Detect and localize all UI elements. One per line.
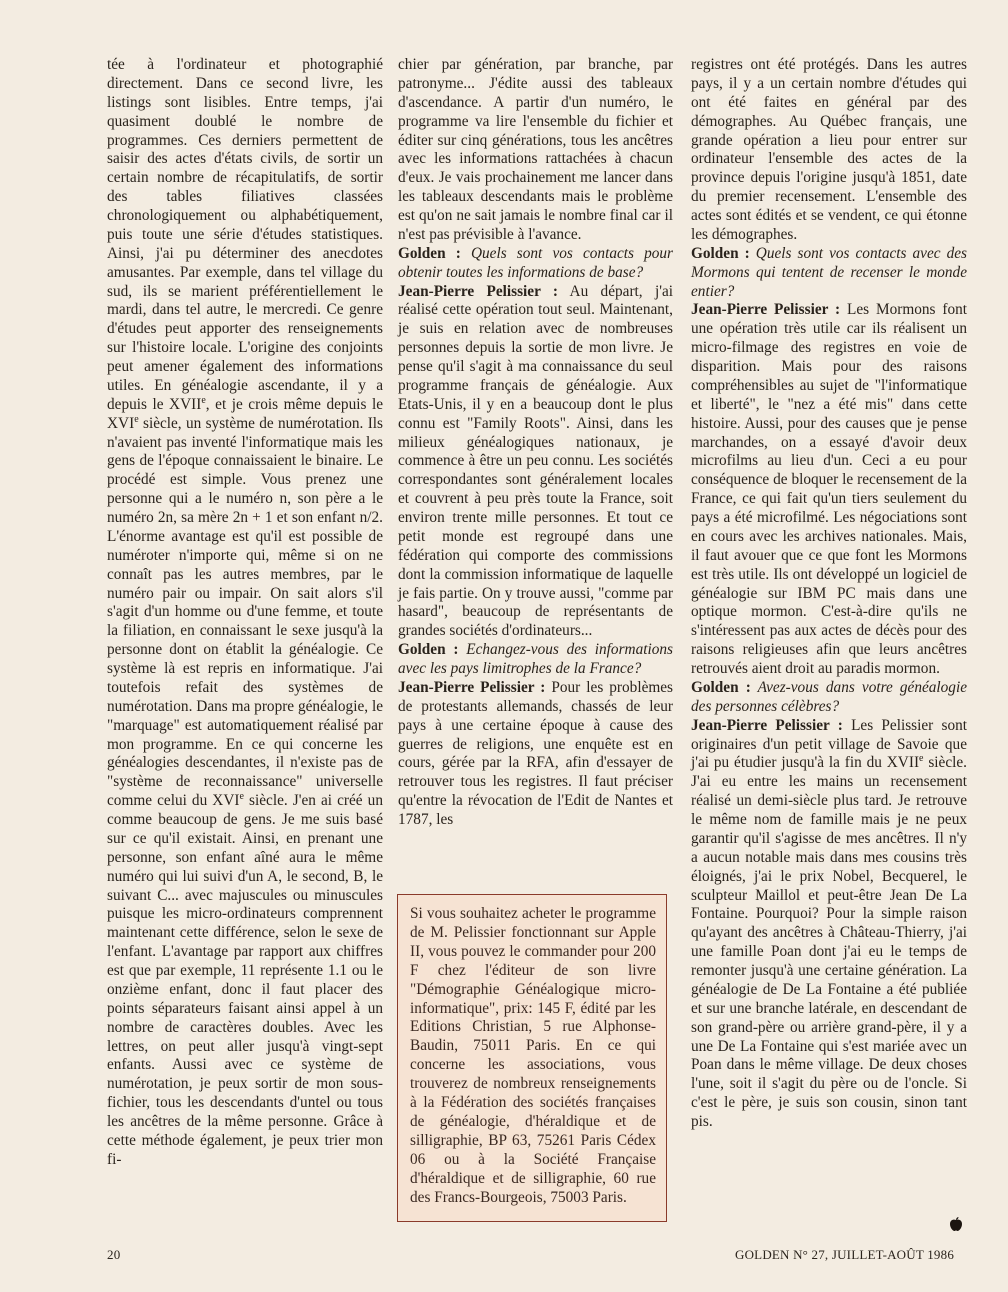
- text-run: siècle, un système de numérotation. Ils n'avaient pas inventé l'informatique mais les gens de l'époque connaissaient le binaire. Le procédé est simple. Vous prenez une personne qui a le numéro n, son père a le numéro 2n, sa mère 2n + 1 et son enfant n/2. L'énorme avantage est qu'il est possible de numéroter n'importe qui, même si on ne connaît pas les autres membres, par le numéro pair ou impair. On sait alors s'il s'agit d'un homme ou d'une femme, et toute la filiation, en connaissant le sexe jusqu'à la personne dont on établit la généalogie. Ce système là est repris en informatique. J'ai toutefois refait des systèmes de numérotation. Dans ma propre généalogie, le "marquage" est automatiquement réalisé par mon programme. En ce qui concerne les généalogies descendantes, il n'existe pas de "système de reconnaissance" universelle comme celui du XVI: [107, 414, 383, 810]
- answer: [691, 717, 967, 1132]
- question: [691, 245, 967, 302]
- paragraph: registres ont été protégés. Dans les autres pays, il y a un certain nombre d'études qui ont été faites en général par des démographes. Au Québec français, une grande opération a lieu pour entrer sur ordinateur l'ensemble des actes de la province depuis l'origine jusqu'à 1851, date du premier recensement. L'ensemble des actes sont édités et se vendent, ce qui étonne les démographes.: [691, 56, 967, 243]
- speaker-label: Jean-Pierre Pelissier :: [398, 282, 559, 300]
- apple-icon: [948, 1216, 964, 1232]
- info-box: [397, 894, 667, 1222]
- speaker-label: Jean-Pierre Pelissier :: [691, 716, 843, 734]
- speaker-label: Golden :: [398, 641, 459, 659]
- question: [398, 641, 673, 679]
- speaker-label: Jean-Pierre Pelissier :: [398, 678, 546, 696]
- info-box-text: Si vous souhaitez acheter le programme de M. Pelissier fonctionnant sur Apple II, vous pouvez le commander pour 200 F chez l'éditeur de son livre "Démographie Généalogique micro-informatique", prix: 145 F, édité par les Editions Christian, 5 rue Alphonse-Baudin, 75011 Paris. En ce qui concerne les associations, vous trouverez de nombreux renseignements à la Fédération des sociétés françaises de généalogie, d'héraldique et de silligraphie, BP 63, 75261 Paris Cédex 06 ou à la Société Française d'héraldique et de silligraphie, 60 rue des Francs-Bourgeois, 75003 Paris.: [410, 905, 656, 1206]
- answer-text: siècle. J'ai eu entre les mains un recensement réalisé un demi-siècle plus tard. Je retrouve le même nom de famille mais je ne peux garantir qu'il s'agisse de mes ancêtres. Il n'y a aucun notable mais dans mes cousins très éloignés, j'ai le prix Nobel, Becquerel, le sculpteur Maillol et peut-être Jean De La Fontaine. Pourquoi? Pour la simple raison qu'ayant des ancêtres à Château-Thierry, j'ai une famille Poan dont j'ai eu le temps de remonter jusqu'à une certaine génération. La généalogie de De La Fontaine a été publiée et sur une branche latérale, en descendant de son grand-père ou arrière grand-père, il y a une De La Fontaine qui s'est mariée avec un Poan dans le même village. De deux choses l'une, soit il s'agit du père ou de l'oncle. Si c'est le père, je suis son cousin, sinon tant pis.: [691, 754, 967, 1130]
- superscript: e: [239, 791, 244, 803]
- text-run: , et je crois même depuis le XVI: [107, 395, 383, 432]
- text-run: siècle. J'en ai créé un comme beaucoup de gens. Je me suis basé sur ce qu'il existait. Ainsi, en prenant une personne, son enfant aîné aura le même numéro qui lui suivi d'un A, le second, B, le suivant C... avec majuscules ou minuscules puisque les micro-ordinateurs comprennent maintenant cette différence, selon le sexe de l'enfant. L'avantage par rapport aux chiffres est que par exemple, 11 représente 1.1 ou le onzième enfant, donc il faut placer des points séparateurs faisant ainsi appel à un nombre de caractères doubles. Avec les lettres, on peut aller jusqu'à vingt-sept enfants. Aussi avec ce système de numérotation, je peux sortir de mon sous-fichier, tous les descendants d'untel ou tous les ancêtres de la même personne. Grâce à cette méthode également, je peux trier mon fi-: [107, 792, 383, 1168]
- question-text: Echangez-vous des informations avec les pays limitrophes de la France?: [398, 641, 673, 677]
- question-text: Quels sont vos contacts avec des Mormons qui tentent de recenser le monde entier?: [691, 244, 967, 300]
- answer-text: Au départ, j'ai réalisé cette opération tout seul. Maintenant, je suis en relation avec de nombreuses personnes depuis la sortie de mon livre. Je pense qu'il s'agit à ma connaissance du seul programme français de généalogie. Aux Etats-Unis, il y en a beaucoup dont le plus connu est "Family Roots". Ainsi, dans les milieux généalogiques nationaux, je commence à être un peu connu. Les sociétés correspondantes sont généralement locales et couvrent à peu près toute la France, soit environ trente mille personnes. Et tout ce petit monde est regroupé dans une fédération qui comporte des commissions dont la commission informatique de laquelle je fais partie. On y trouve aussi, "comme par hasard", beaucoup de représentants de grandes sociétés d'ordinateurs...: [398, 282, 673, 640]
- speaker-label: Golden :: [398, 244, 461, 262]
- answer: [398, 679, 673, 830]
- question-text: Avez-vous dans votre généalogie des personnes célèbres?: [691, 678, 967, 715]
- column-2: [398, 56, 673, 830]
- superscript: e: [134, 413, 139, 425]
- paragraph: chier par génération, par branche, par patronyme... J'édite aussi des tableaux d'ascendance. A partir d'un numéro, le programme va lire l'ensemble du fichier et éditer sur cinq générations, tous les ancêtres avec les informations rattachées à chacun d'eux. Je vais prochainement me lancer dans les tableaux descendants mais le problème est qu'on ne sait jamais le nombre final car il n'est pas prévisible à l'avance.: [398, 56, 673, 243]
- column-1: [107, 56, 383, 1170]
- speaker-label: Jean-Pierre Pelissier :: [691, 301, 841, 319]
- answer: [691, 301, 967, 679]
- page-number: 20: [107, 1247, 121, 1262]
- answer-text: Pour les problèmes de protestants allemands, chassés de leur pays à une certaine époque à cause des guerres de religions, une enquête est en cours, gérée par la RFA, afin d'essayer de retrouver tous les registres. Il faut préciser qu'entre la révocation de l'Edit de Nantes et 1787, les: [398, 678, 674, 828]
- paragraph: [107, 56, 383, 1170]
- answer: [398, 283, 673, 642]
- superscript: e: [919, 753, 924, 765]
- speaker-label: Golden :: [691, 244, 750, 262]
- answer-text: Les Mormons font une opération très utile car ils réalisent un micro-filmage des registres en voie de disparition. Mais pour des raisons compréhensibles au sujet de "l'informatique et liberté", le "nez a été mis" dans cette histoire. Aussi, pour des causes que je pense marchandes, on a essayé d'avoir deux microfilms au lieu d'un. Ceci a eu pour conséquence de bloquer le recensement de la France, ce qui fait qu'un tiers seulement du pays a été microfilmé. Les négociations sont en cours avec les archives nationales. Mais, il faut avouer que ce que font les Mormons est très utile. Ils ont développé un logiciel de généalogie sur IBM PC mais dans une optique mormon. C'est-à-dire qu'ils ne s'intéressent pas aux actes de décès pour des raisons religieuses afin que leurs ancêtres retrouvés aient droit au paradis mormon.: [691, 301, 967, 677]
- answer-text: Les Pelissier sont originaires d'un petit village de Savoie que j'ai pu étudier jusqu'à la fin du XVII: [691, 716, 967, 772]
- column-3: [691, 56, 967, 1132]
- question: [398, 245, 673, 283]
- question: [691, 679, 967, 717]
- text-run: tée à l'ordinateur et photographié directement. Dans ce second livre, les listings sont lisibles. Entre temps, j'ai quasiment doublé le nombre de programmes. Ces derniers permettent de saisir des actes d'états civils, de sortir un certain nombre de récapitulatifs, de sortir des tables filiatives classées chronologiquement ou alphabétiquement, puis toute une série d'études statistiques. Ainsi, j'ai pu déterminer des anecdotes amusantes. Par exemple, dans tel village du sud, ils se marient préférentiellement le mardi, dans tel autre, le mercredi. Ce genre d'études peut apporter des renseignements sur l'histoire locale. L'origine des conjoints peut amener également des informations utiles. En généalogie ascendante, il y a depuis le XVII: [107, 56, 383, 413]
- issue-info: GOLDEN N° 27, JUILLET-AOÛT 1986: [735, 1247, 955, 1262]
- question-text: Quels sont vos contacts pour obtenir toutes les informations de base?: [398, 244, 673, 281]
- speaker-label: Golden :: [691, 678, 751, 696]
- superscript: e: [201, 394, 206, 406]
